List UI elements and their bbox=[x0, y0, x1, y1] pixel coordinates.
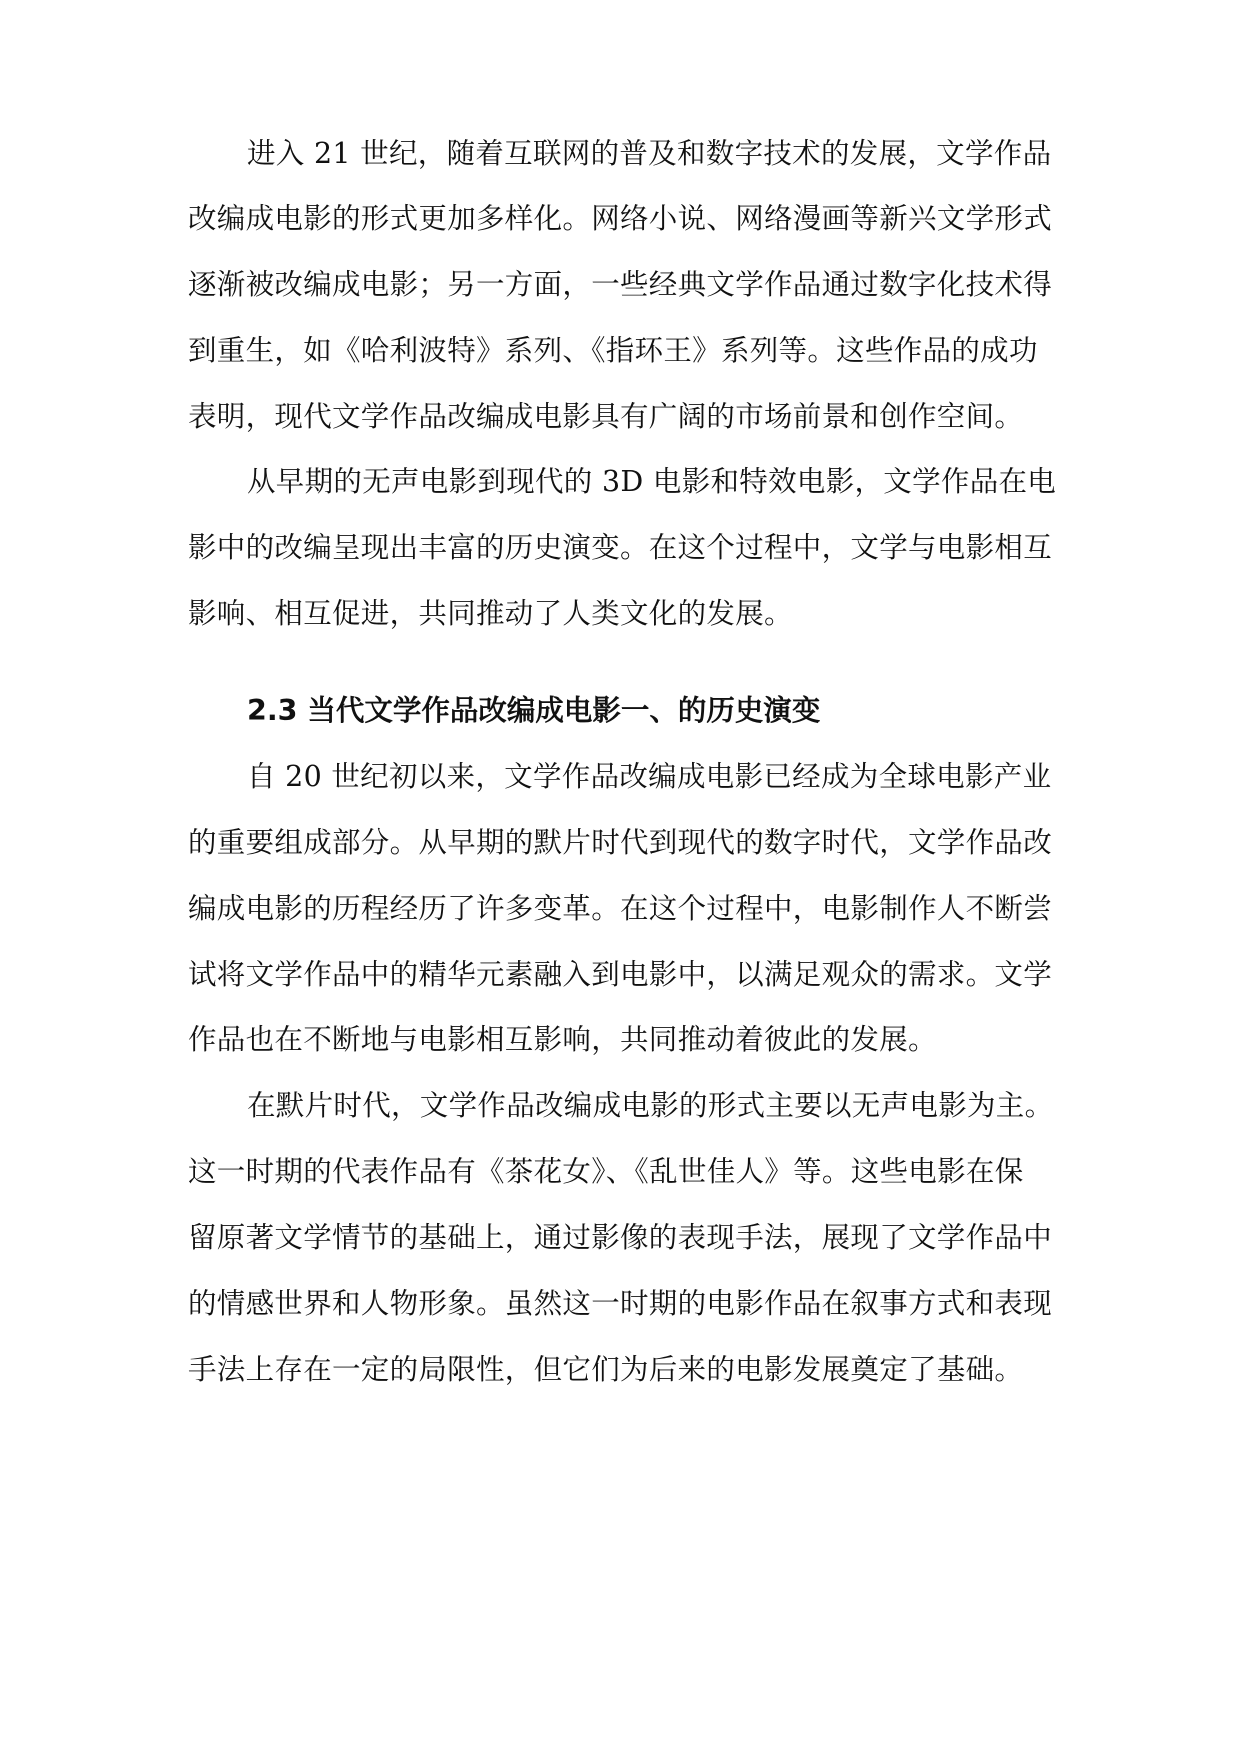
paragraph-1-line-1: 进入 21 世纪，随着互联网的普及和数字技术的发展，文学作品 bbox=[247, 137, 1052, 170]
paragraph-2-line-1: 从早期的无声电影到现代的 3D 电影和特效电影，文学作品在电 bbox=[247, 465, 1057, 498]
paragraph-1-line-3: 逐渐被改编成电影；另一方面，一些经典文学作品通过数字化技术得 bbox=[188, 268, 1053, 301]
paragraph-3-line-5: 作品也在不断地与电影相互影响，共同推动着彼此的发展。 bbox=[188, 1023, 937, 1056]
paragraph-4-line-5: 手法上存在一定的局限性，但它们为后来的电影发展奠定了基础。 bbox=[188, 1353, 1024, 1386]
paragraph-1-line-2: 改编成电影的形式更加多样化。网络小说、网络漫画等新兴文学形式 bbox=[188, 202, 1053, 235]
paragraph-3-line-3: 编成电影的历程经历了许多变革。在这个过程中，电影制作人不断尝 bbox=[188, 892, 1053, 925]
paragraph-2-line-3: 影响、相互促进，共同推动了人类文化的发展。 bbox=[188, 597, 793, 630]
paragraph-4-line-1: 在默片时代，文学作品改编成电影的形式主要以无声电影为主。 bbox=[247, 1089, 1054, 1122]
paragraph-3-line-4: 试将文学作品中的精华元素融入到电影中，以满足观众的需求。文学 bbox=[188, 958, 1053, 991]
paragraph-3-line-1: 自 20 世纪初以来，文学作品改编成电影已经成为全球电影产业 bbox=[247, 760, 1052, 793]
paragraph-4-line-2: 这一时期的代表作品有《茶花女》、《乱世佳人》等。这些电影在保 bbox=[188, 1155, 1024, 1188]
paragraph-1-line-5: 表明，现代文学作品改编成电影具有广阔的市场前景和创作空间。 bbox=[188, 400, 1024, 433]
paragraph-2-line-2: 影中的改编呈现出丰富的历史演变。在这个过程中，文学与电影相互 bbox=[188, 531, 1053, 564]
paragraph-4-line-4: 的情感世界和人物形象。虽然这一时期的电影作品在叙事方式和表现 bbox=[188, 1287, 1053, 1320]
paragraph-4-line-3: 留原著文学情节的基础上，通过影像的表现手法，展现了文学作品中 bbox=[188, 1221, 1053, 1254]
paragraph-1-line-4: 到重生，如《哈利波特》系列、《指环王》系列等。这些作品的成功 bbox=[188, 334, 1038, 367]
section-heading: 2.3 当代文学作品改编成电影一、的历史演变 bbox=[247, 694, 821, 727]
paragraph-3-line-2: 的重要组成部分。从早期的默片时代到现代的数字时代，文学作品改 bbox=[188, 826, 1053, 859]
